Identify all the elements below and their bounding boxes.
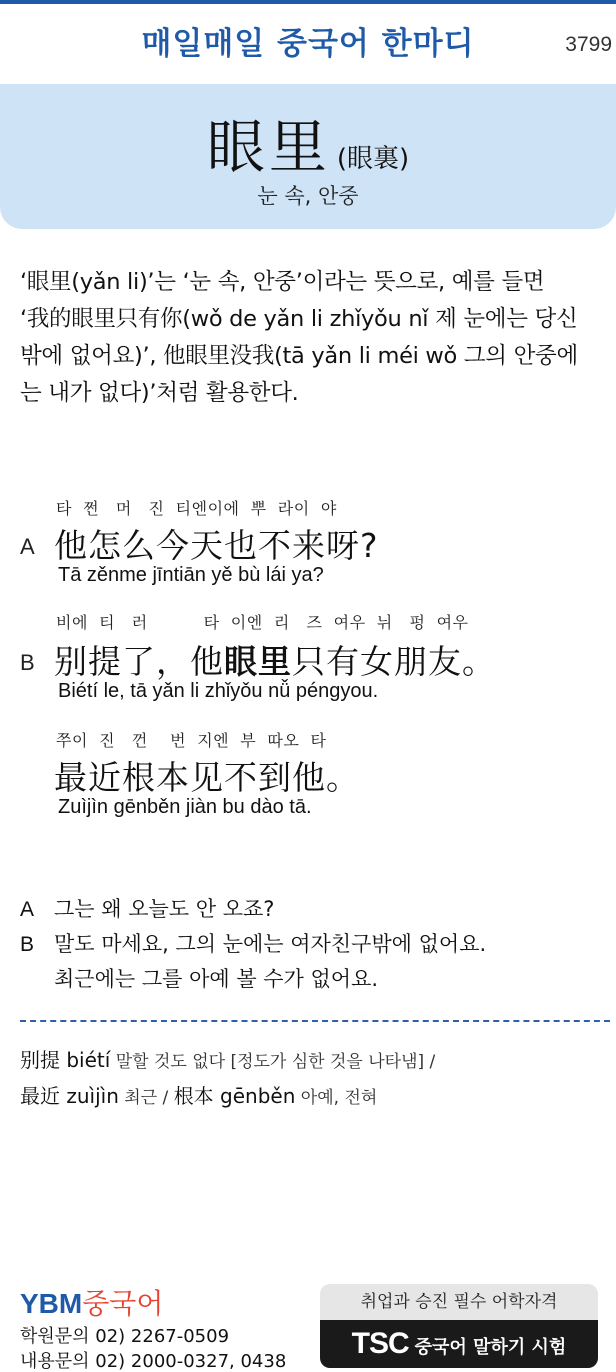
pronunciation-guide: 타 쩐 머 진 티엔이에 뿌 라이 야 [56,499,337,518]
explanation [20,264,608,412]
tsc-logo-bar [320,1320,598,1368]
chinese-sentence: 他怎么今天也不来呀? [54,526,379,565]
contact-admissions: 학원문의 02) 2267-0509 [20,1326,230,1347]
top-rule [0,0,616,4]
chinese-sentence: 最近根本见不到他。 [54,758,360,797]
translation-line: 최근에는 그를 아예 볼 수가 없어요. [54,967,379,991]
contact-content: 내용문의 02) 2000-0327, 0438 [20,1351,287,1372]
explanation-line: ‘我的眼里只有你(wǒ de yǎn li zhǐyǒu nǐ 제 눈에는 당신 [20,306,578,332]
pinyin: Zuìjìn gēnběn jiàn bu dào tā. [58,796,312,818]
explanation-line: 는 내가 없다)’처럼 활용한다. [20,380,299,406]
vocabulary-line: 最近 zuìjìn 최근 / 根本 gēnběn 아예, 전혀 [20,1084,378,1108]
ybm-logo: YBM중국어 [20,1287,164,1320]
headword: 眼里 [206,113,331,181]
tsc-banner [320,1284,598,1368]
tsc-tagline: 취업과 승진 필수 어학자격 [320,1284,598,1320]
pinyin: Biétí le, tā yǎn li zhǐyǒu nǚ péngyou. [58,680,379,702]
headword-traditional: (眼裏) [336,144,410,174]
explanation-line: 밖에 없어요)’, 他眼里没我(tā yǎn li méi wǒ 그의 안중에 [20,343,578,369]
translation-line: A 그는 왜 오늘도 안 오죠? [20,897,275,921]
highlighted-headword: 眼里 [224,642,292,681]
pinyin: Tā zěnme jīntiān yě bù lái ya? [58,564,324,586]
speaker-label: B [20,650,35,675]
speaker-label: A [20,534,35,559]
dashed-divider [20,1020,610,1022]
headword-meaning: 눈 속, 안중 [257,184,359,208]
issue-number: 3799 [565,33,612,56]
pronunciation-guide: 비에 티 러 타 이엔 리 즈 여우 뉘 펑 여우 [56,613,469,632]
translation-line: B 말도 마세요, 그의 눈에는 여자친구밖에 없어요. [20,932,487,956]
vocabulary-line: 别提 biétí 말할 것도 없다 [정도가 심한 것을 나타냄] / [20,1048,436,1072]
chinese-sentence: 别提了，他眼里只有女朋友。 [54,642,496,681]
series-title: 매일매일 중국어 한마디 [141,26,475,62]
tsc-logo: TSC [351,1327,409,1360]
tsc-title: 중국어 말하기 시험 [414,1337,567,1358]
headword-line [0,100,616,184]
headword-panel [0,84,616,229]
explanation-line: ‘眼里(yǎn li)’는 ‘눈 속, 안중’이라는 뜻으로, 예를 들면 [20,269,545,295]
pronunciation-guide: 쭈이 진 껀 번 지엔 부 따오 타 [56,731,327,750]
